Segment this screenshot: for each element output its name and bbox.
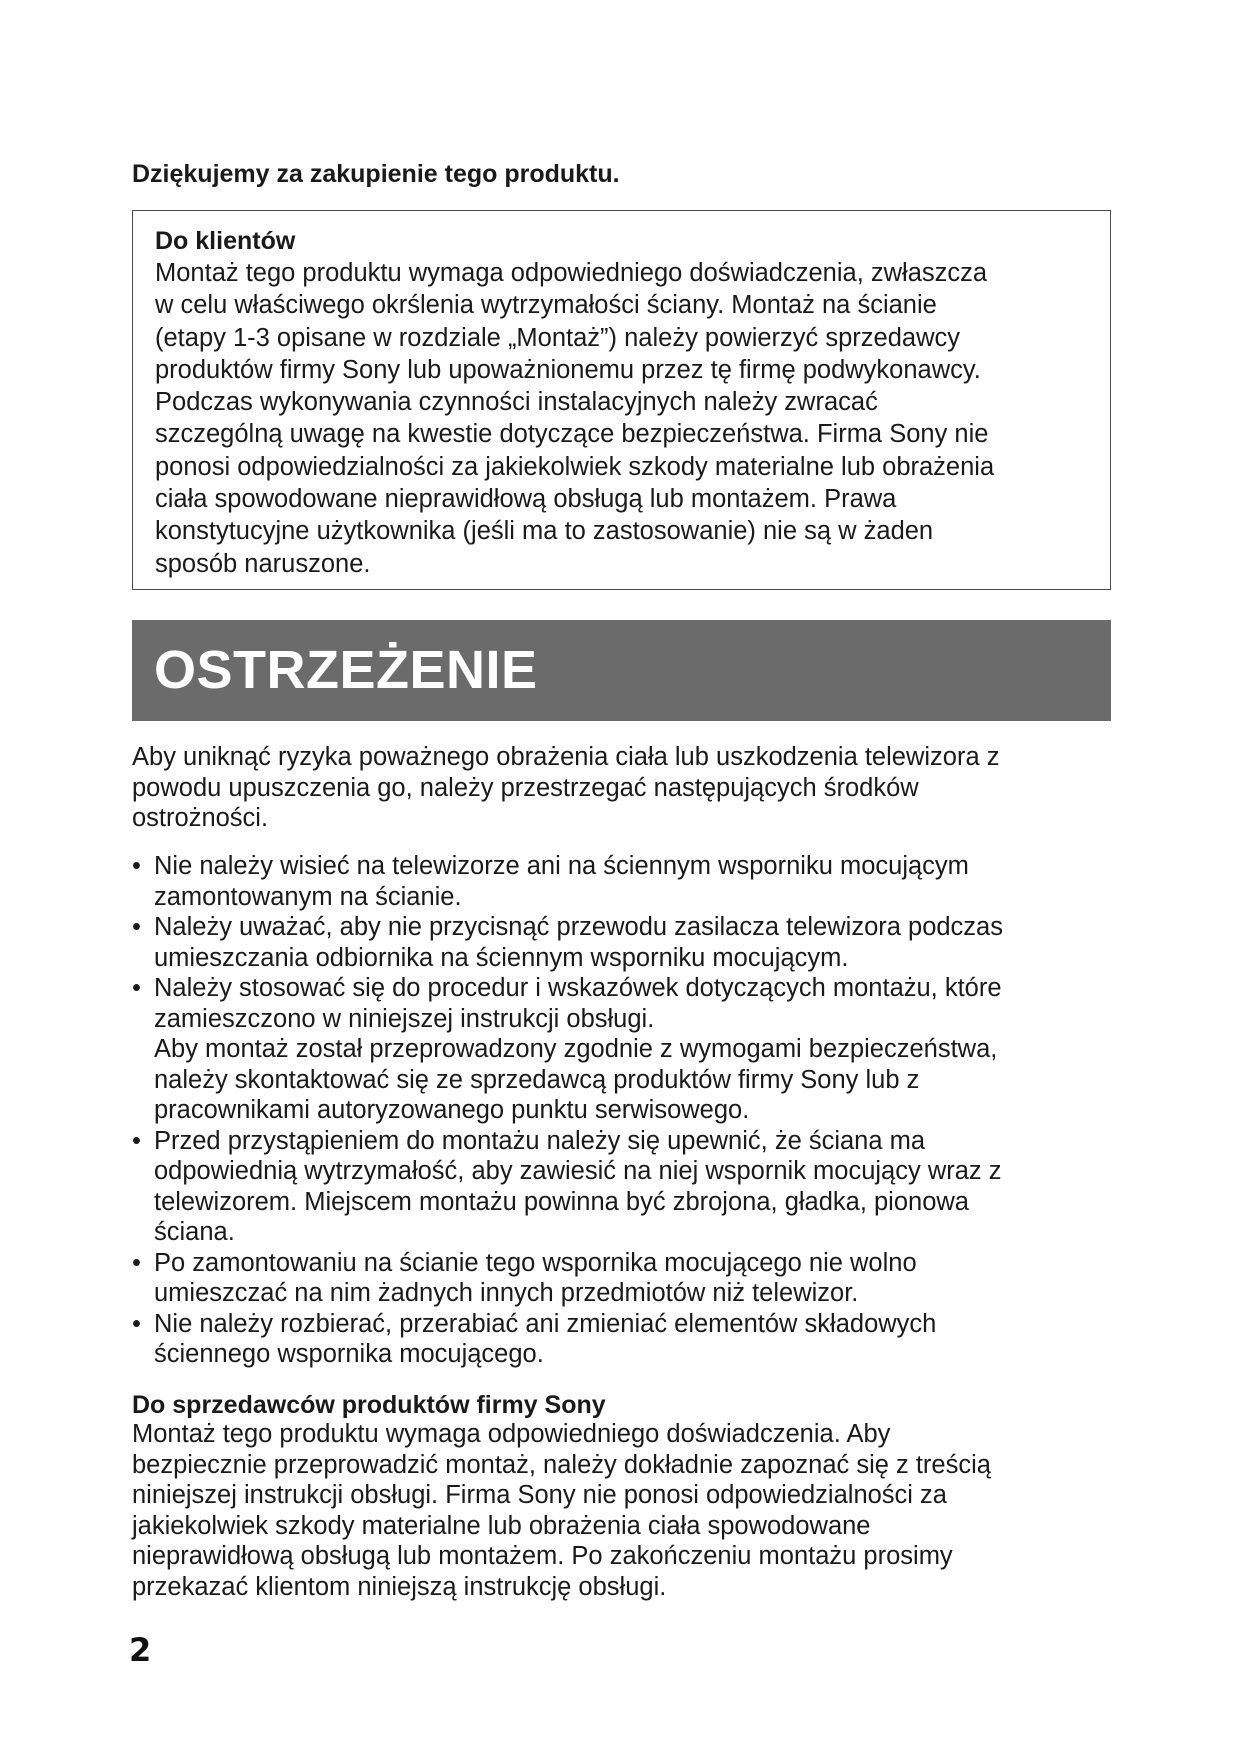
list-item	[132, 1309, 1003, 1370]
customers-line: (etapy 1-3 opisane w rozdziale „Montaż”) należy powierzyć sprzedawcy	[155, 323, 961, 352]
bullet-icon: •	[132, 913, 141, 941]
customers-line: szczególną uwagę na kwestie dotyczące bezpieczeństwa. Firma Sony nie	[155, 420, 989, 449]
list-item-line: Po zamontowaniu na ścianie tego wspornika mocującego nie wolno	[154, 1248, 917, 1277]
list-item-line: umieszczania odbiornika na ściennym wsporniku mocującym.	[154, 943, 849, 972]
list-item-line: telewizorem. Miejscem montażu powinna być zbrojona, gładka, pionowa	[154, 1187, 969, 1216]
list-item	[132, 912, 1003, 973]
bullet-icon: •	[132, 852, 141, 880]
list-item-line: Nie należy wisieć na telewizorze ani na ściennym wsporniku mocującym	[154, 852, 969, 880]
customers-heading: Do klientów	[155, 227, 296, 255]
customers-notice-box	[132, 210, 1111, 590]
list-item-line: Nie należy rozbierać, przerabiać ani zmieniać elementów składowych	[154, 1309, 937, 1338]
thank-you-heading: Dziękujemy za zakupienie tego produktu.	[132, 160, 620, 188]
list-item	[132, 851, 1003, 912]
warning-title: OSTRZEŻENIE	[154, 640, 538, 700]
warning-intro-line: powodu upuszczenia go, należy przestrzegać następujących środków	[132, 773, 919, 802]
dealers-line: niniejszej instrukcji obsługi. Firma Sony nie ponosi odpowiedzialności za	[132, 1481, 947, 1509]
customers-notice-text	[155, 257, 1090, 580]
bullet-icon: •	[132, 1309, 141, 1338]
list-item-line: Należy uważać, aby nie przycisnąć przewodu zasilacza telewizora podczas	[154, 913, 1003, 941]
dealers-line: Montaż tego produktu wymaga odpowiedniego doświadczenia. Aby	[132, 1420, 891, 1448]
customers-line: w celu właściwego okrślenia wytrzymałości ściany. Montaż na ścianie	[155, 291, 937, 320]
bullet-icon: •	[132, 974, 141, 1002]
bullet-icon: •	[132, 1248, 141, 1277]
customers-line: sposób naruszone.	[155, 549, 371, 578]
list-item-line: należy skontaktować się ze sprzedawcą produktów firmy Sony lub z	[154, 1065, 920, 1094]
dealers-line: jakiekolwiek szkody materialne lub obrażenia ciała spowodowane	[132, 1511, 871, 1540]
list-item	[132, 1126, 1003, 1248]
list-item	[132, 973, 1003, 1126]
customers-line: produktów firmy Sony lub upoważnionemu przez tę firmę podwykonawcy.	[155, 355, 981, 384]
list-item-line: odpowiednią wytrzymałość, aby zawiesić na niej wspornik mocujący wraz z	[154, 1157, 1002, 1185]
warning-intro-line: ostrożności.	[132, 804, 269, 832]
warning-banner	[132, 620, 1111, 721]
list-item-line: zamontowanym na ścianie.	[154, 882, 462, 911]
dealers-line: bezpiecznie przeprowadzić montaż, należy dokładnie zapoznać się z treścią	[132, 1450, 991, 1479]
warning-intro	[132, 742, 1000, 834]
customers-line: Montaż tego produktu wymaga odpowiedniego doświadczenia, zwłaszcza	[155, 259, 988, 287]
customers-line: konstytucyjne użytkownika (jeśli ma to zastosowanie) nie są w żaden	[155, 517, 934, 546]
list-item-line: ściana.	[154, 1218, 235, 1246]
list-item-line: pracownikami autoryzowanego punktu serwisowego.	[154, 1096, 750, 1124]
dealers-line: nieprawidłową obsługą lub montażem. Po zakończeniu montażu prosimy	[132, 1542, 953, 1570]
warning-intro-line: Aby uniknąć ryzyka poważnego obrażenia ciała lub uszkodzenia telewizora z	[132, 743, 1000, 771]
list-item	[132, 1248, 1003, 1309]
customers-line: ponosi odpowiedzialności za jakiekolwiek szkody materialne lub obrażenia	[155, 452, 995, 481]
list-item-line: zamieszczono w niniejszej instrukcji obsługi.	[154, 1004, 655, 1033]
bullet-icon: •	[132, 1126, 141, 1155]
list-item-line: Należy stosować się do procedur i wskazówek dotyczących montażu, które	[154, 974, 1002, 1002]
list-item-line: ściennego wspornika mocującego.	[154, 1340, 544, 1368]
page-number: 2	[129, 1631, 152, 1669]
dealers-heading: Do sprzedawców produktów firmy Sony	[132, 1391, 606, 1419]
list-item-line: umieszczać na nim żadnych innych przedmiotów niż telewizor.	[154, 1279, 859, 1307]
customers-line: Podczas wykonywania czynności instalacyjnych należy zwracać	[155, 388, 878, 417]
warning-precautions-list	[132, 851, 1003, 1370]
list-item-line: Przed przystąpieniem do montażu należy się upewnić, że ściana ma	[154, 1126, 926, 1155]
dealers-line: przekazać klientom niniejszą instrukcję obsługi.	[132, 1572, 667, 1601]
dealers-text	[132, 1419, 991, 1602]
list-item-line: Aby montaż został przeprowadzony zgodnie z wymogami bezpieczeństwa,	[154, 1035, 998, 1063]
customers-line: ciała spowodowane nieprawidłową obsługą lub montażem. Prawa	[155, 485, 897, 514]
